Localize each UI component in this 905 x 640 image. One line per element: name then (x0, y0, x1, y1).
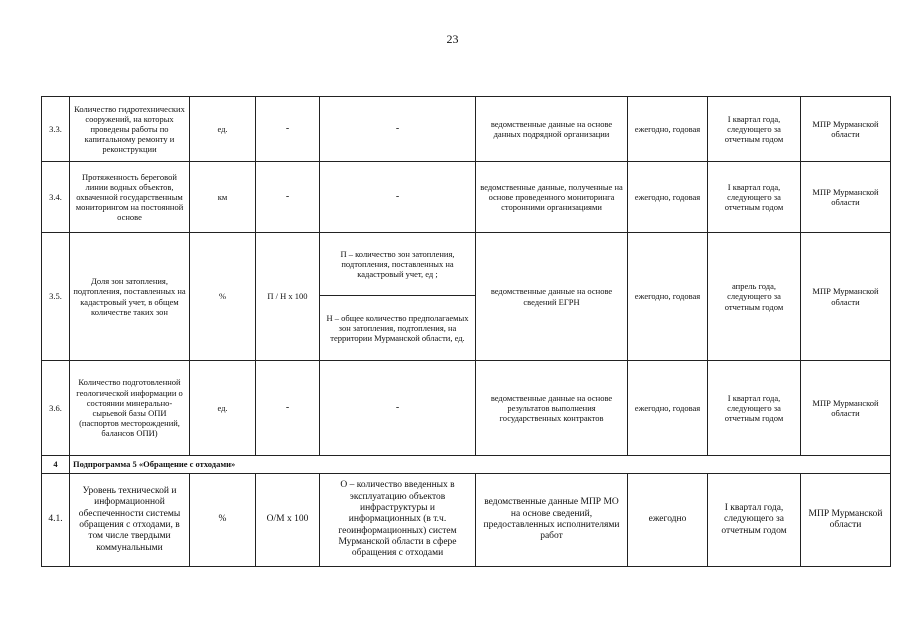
deadline-cell: I квартал года, следующего за отчетным годом (708, 162, 801, 233)
frequency-cell: ежегодно, годовая (628, 97, 708, 162)
indicator-name: Количество гидротехнических сооружений, на которых проведены работы по капитальному ремонту и реконструкции (70, 97, 190, 162)
responsible-cell: МПР Мурманской области (801, 474, 891, 567)
unit-cell: % (190, 233, 256, 361)
components-cell: - (320, 361, 476, 456)
indicator-name: Уровень технической и информационной обеспеченности системы обращения с отходами, в том числе твердыми коммунальными (70, 474, 190, 567)
formula-cell: П / Н х 100 (256, 233, 320, 361)
source-cell: ведомственные данные на основе данных подрядной организации (476, 97, 628, 162)
unit-cell: ед. (190, 97, 256, 162)
component-p-cell: П – количество зон затопления, подтопления, поставленных на кадастровый учет, ед ; (320, 233, 476, 296)
components-cell: О – количество введенных в эксплуатацию объектов инфраструктуры и информационных (в т.ч. геоинформационных) систем Мурманской области в сфере обращения с отходами (320, 474, 476, 567)
source-cell: ведомственные данные МПР МО на основе сведений, предоставленных исполнителями работ (476, 474, 628, 567)
unit-cell: км (190, 162, 256, 233)
deadline-cell: апрель года, следующего за отчетным годом (708, 233, 801, 361)
row-number: 3.4. (42, 162, 70, 233)
indicators-table (41, 96, 891, 567)
page-number: 23 (446, 32, 459, 46)
components-cell: - (320, 162, 476, 233)
unit-cell: % (190, 474, 256, 567)
deadline-cell: I квартал года, следующего за отчетным годом (708, 361, 801, 456)
section-header-row (42, 456, 891, 474)
frequency-cell: ежегодно (628, 474, 708, 567)
frequency-cell: ежегодно, годовая (628, 162, 708, 233)
component-n-cell: Н – общее количество предполагаемых зон затопления, подтопления, на территории Мурманской области, ед. (320, 296, 476, 361)
row-number: 3.5. (42, 233, 70, 361)
table-row (42, 97, 891, 162)
frequency-cell: ежегодно, годовая (628, 233, 708, 361)
row-number: 3.3. (42, 97, 70, 162)
responsible-cell: МПР Мурманской области (801, 233, 891, 361)
table-row (42, 162, 891, 233)
table-row (42, 474, 891, 567)
row-number: 3.6. (42, 361, 70, 456)
deadline-cell: I квартал года, следующего за отчетным годом (708, 474, 801, 567)
source-cell: ведомственные данные, полученные на основе проведенного мониторинга сторонними организациями (476, 162, 628, 233)
formula-cell: - (256, 97, 320, 162)
table-row (42, 361, 891, 456)
indicator-name: Протяженность береговой линии водных объектов, охваченной государственным мониторингом на постоянной основе (70, 162, 190, 233)
unit-cell: ед. (190, 361, 256, 456)
row-number: 4 (42, 456, 70, 474)
row-number: 4.1. (42, 474, 70, 567)
table-row (42, 233, 891, 296)
section-title: Подпрограмма 5 «Обращение с отходами» (70, 456, 891, 474)
formula-cell: - (256, 162, 320, 233)
indicator-name: Доля зон затопления, подтопления, поставленных на кадастровый учет, в общем количестве таких зон (70, 233, 190, 361)
components-cell: - (320, 97, 476, 162)
source-cell: ведомственные данные на основе сведений ЕГРН (476, 233, 628, 361)
deadline-cell: I квартал года, следующего за отчетным годом (708, 97, 801, 162)
formula-cell: О/М х 100 (256, 474, 320, 567)
source-cell: ведомственные данные на основе результатов выполнения государственных контрактов (476, 361, 628, 456)
responsible-cell: МПР Мурманской области (801, 361, 891, 456)
indicator-name: Количество подготовленной геологической информации о состоянии минерально-сырьевой базы ОПИ (паспортов месторождений, балансов ОПИ) (70, 361, 190, 456)
formula-cell: - (256, 361, 320, 456)
responsible-cell: МПР Мурманской области (801, 162, 891, 233)
frequency-cell: ежегодно, годовая (628, 361, 708, 456)
responsible-cell: МПР Мурманской области (801, 97, 891, 162)
